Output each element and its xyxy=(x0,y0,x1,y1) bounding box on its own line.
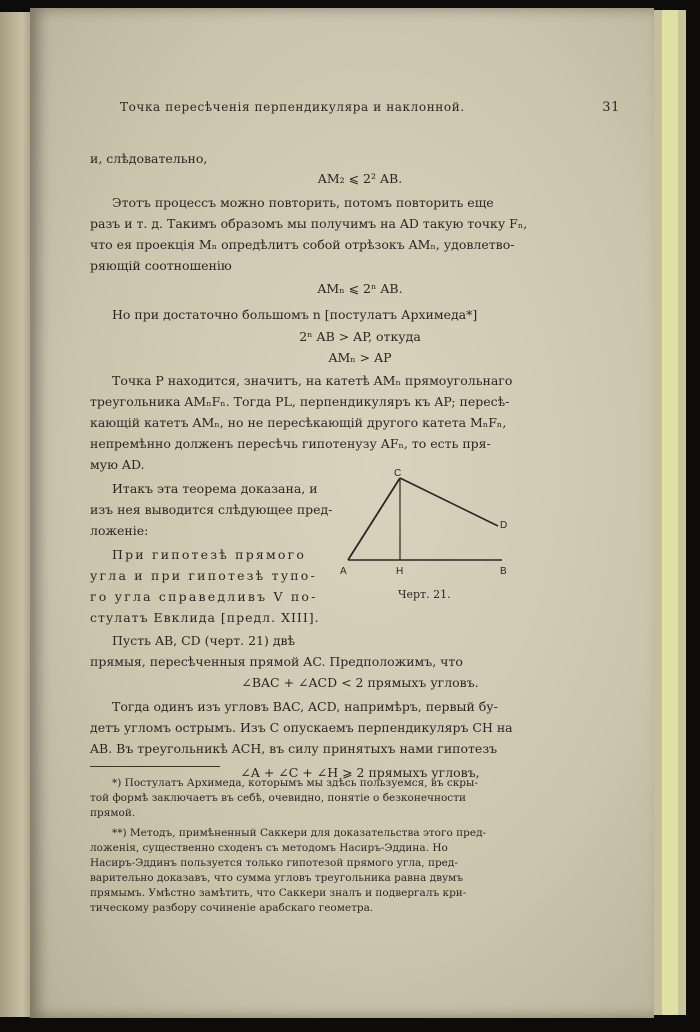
theorem-line: го угла справедливъ V по- xyxy=(90,589,318,604)
text-line: разъ и т. д. Такимъ образомъ мы получимъ на AD такую точку Fₙ, xyxy=(90,216,528,231)
figure-21-diagram xyxy=(338,468,538,608)
figure-caption: Черт. 21. xyxy=(398,588,451,601)
footnote-line: варительно доказавъ, что сумма угловъ треугольника равна двумъ xyxy=(90,872,464,884)
text-line: мую AD. xyxy=(90,457,145,472)
footnote-line: **) Методъ, примѣненный Саккери для доказательства этого пред- xyxy=(112,827,487,839)
page-number: 31 xyxy=(602,100,620,115)
footnote-line: прямымъ. Умѣстно замѣтить, что Саккери зналъ и подвергалъ кри- xyxy=(90,887,467,899)
line-cd xyxy=(400,478,498,526)
label-c: C xyxy=(394,468,402,479)
text-line: Тогда одинъ изъ угловъ BAC, ACD, напримѣръ, первый бу- xyxy=(112,699,498,714)
text-line: треугольника AMₙFₙ. Тогда PL, перпендикуляръ къ AP; пересѣ- xyxy=(90,394,510,409)
text-line: AB. Въ треугольникѣ ACH, въ силу принятыхъ нами гипотезъ xyxy=(90,741,498,756)
text-line: Итакъ эта теорема доказана, и xyxy=(112,481,318,496)
page-edge-strip xyxy=(662,10,678,1015)
line-ac xyxy=(348,478,400,560)
label-b: B xyxy=(500,566,507,577)
text-line: прямыя, пересѣченныя прямой AC. Предположимъ, что xyxy=(90,654,463,669)
running-header xyxy=(120,100,620,114)
formula-line: 2ⁿ AB > AP, откуда xyxy=(299,329,421,344)
text-line: непремѣнно долженъ пересѣчь гипотенузу AFₙ, то есть пря- xyxy=(90,436,491,451)
text-line: детъ угломъ острымъ. Изъ C опускаемъ перпендикуляръ CH на xyxy=(90,720,513,735)
footnote-line: ложенія, существенно сходенъ съ методомъ Насиръ-Эддина. Но xyxy=(90,842,448,854)
footnote-line: Насиръ-Эддинъ пользуется только гипотезой прямого угла, пред- xyxy=(90,857,458,869)
footnote-2 xyxy=(90,826,630,916)
text-line: что ея проекція Mₙ опредѣлитъ собой отрѣзокъ AMₙ, удовлетво- xyxy=(90,237,515,252)
formula-line: AM₂ ⩽ 2² AB. xyxy=(317,171,403,186)
footnote-1 xyxy=(90,776,630,821)
footnote-line: тическому разбору сочиненіе арабскаго геометра. xyxy=(90,902,374,914)
label-a: A xyxy=(340,566,347,577)
footnote-line: той формѣ заключаетъ въ себѣ, очевидно, понятіе о безконечности xyxy=(90,792,466,804)
text-line: Точка P находится, значитъ, на катетѣ AMₙ прямоугольнаго xyxy=(112,373,513,388)
footnote-line: прямой. xyxy=(90,807,136,819)
theorem-line: При гипотезѣ прямого xyxy=(112,547,307,562)
text-line: кающій катетъ AMₙ, но не пересѣкающій другого катета MₙFₙ, xyxy=(90,415,507,430)
theorem-line: стулатъ Евклида [предл. XIII]. xyxy=(90,610,320,625)
text-line: ряющій соотношенію xyxy=(90,258,232,273)
label-h: H xyxy=(396,566,404,577)
formula-line: AMₙ > AP xyxy=(328,350,392,365)
text-line: Пусть AB, CD (черт. 21) двѣ xyxy=(112,633,296,648)
text-line: изъ нея выводится слѣдующее пред- xyxy=(90,502,333,517)
formula-line: AMₙ ⩽ 2ⁿ AB. xyxy=(317,281,403,296)
label-d: D xyxy=(500,520,508,531)
figure-21 xyxy=(338,468,538,608)
formula-line: ∠BAC + ∠ACD < 2 прямыхъ угловъ. xyxy=(241,675,479,690)
formula-line: ∠A + ∠C + ∠H ⩾ 2 прямыхъ угловъ, xyxy=(240,765,480,780)
text-line: Этотъ процессъ можно повторить, потомъ повторить еще xyxy=(112,195,494,210)
text-line: и, слѣдовательно, xyxy=(90,151,208,166)
footnote-rule xyxy=(90,766,220,767)
running-title: Точка пересѣченія перпендикуляра и наклонной. xyxy=(120,100,465,114)
text-line: Но при достаточно большомъ n [постулатъ Архимеда*] xyxy=(112,307,478,322)
footnote-line: *) Постулатъ Архимеда, которымъ мы здѣсь пользуемся, въ скры- xyxy=(112,777,478,789)
theorem-line: угла и при гипотезѣ тупо- xyxy=(90,568,317,583)
text-line: ложеніе: xyxy=(90,523,149,538)
page-edge-strip xyxy=(678,10,686,1015)
book-page xyxy=(30,8,654,1018)
